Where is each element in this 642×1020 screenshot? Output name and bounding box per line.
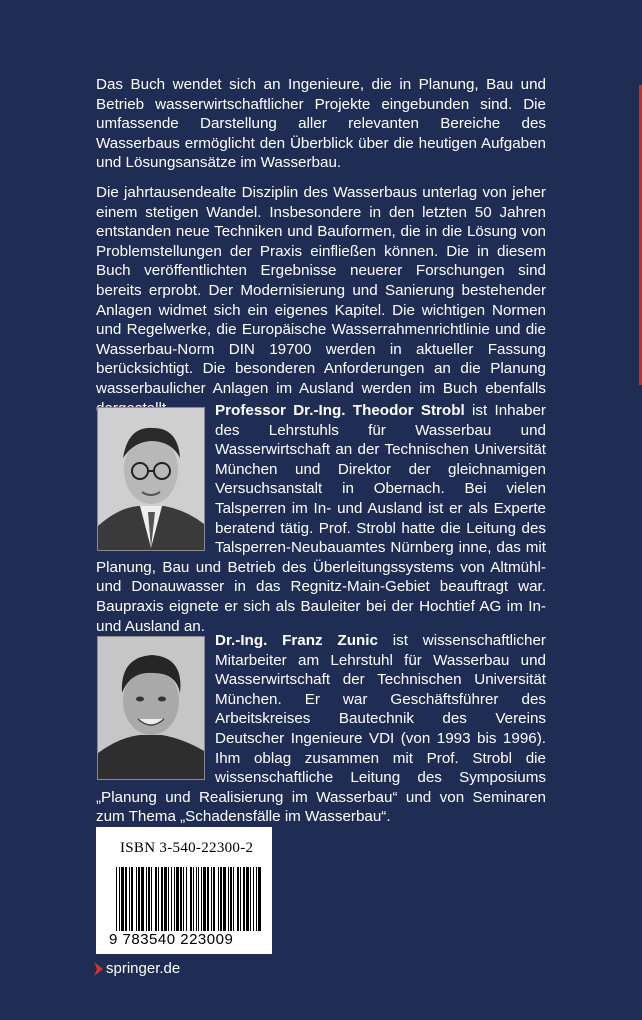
publisher-logo[interactable] bbox=[94, 960, 180, 977]
barcode-bar bbox=[141, 867, 144, 931]
barcode-bar bbox=[190, 867, 192, 931]
author-name-zunic: Dr.-Ing. Franz Zunic bbox=[215, 632, 378, 649]
barcode-bar bbox=[183, 867, 184, 931]
publisher-url: springer.de bbox=[106, 960, 181, 977]
barcode-bar bbox=[161, 867, 163, 931]
barcode-bar bbox=[125, 867, 127, 931]
barcode-bar bbox=[207, 867, 209, 931]
barcode-bar bbox=[129, 867, 130, 931]
barcode-bar bbox=[213, 867, 215, 931]
isbn-number: ISBN 3-540-22300-2 bbox=[120, 840, 254, 856]
barcode-bar bbox=[138, 867, 140, 931]
barcode-bar bbox=[151, 867, 152, 931]
barcode-bar bbox=[233, 867, 234, 931]
description-paragraph-1: Das Buch wendet sich an Ingenieure, die in Planung, Bau und Betrieb wasserwirtschaftlicher Projekte eingebunden sind. Die umfassende Darstellung aller relevanten Bereiche des Wasserbaus ermöglicht den Überblick über die heutigen Aufgaben und Lösungsansätze im Wasserbau. bbox=[96, 76, 546, 172]
barcode-bar bbox=[155, 867, 157, 931]
barcode-bar bbox=[230, 867, 232, 931]
barcode-bar bbox=[164, 867, 167, 931]
barcode-bar bbox=[218, 867, 219, 931]
barcode-bar bbox=[193, 867, 194, 931]
barcode-bar bbox=[148, 867, 150, 931]
ean-number: 9 783540 223009 bbox=[109, 931, 234, 948]
author-bio-zunic bbox=[96, 631, 546, 827]
barcode-bar bbox=[253, 867, 254, 931]
barcode-label bbox=[96, 827, 272, 954]
barcode-bar bbox=[250, 867, 251, 931]
chevron-right-icon bbox=[94, 962, 103, 976]
barcode-bar bbox=[258, 867, 261, 931]
barcode-bar bbox=[174, 867, 175, 931]
barcode-bar bbox=[121, 867, 124, 931]
author-text-strobl: ist Inhaber des Lehrstuhls für Wasserbau und Wasserwirtschaft an der Technischen Universität München und Direktor der gleichnamigen Versuchsanstalt in Obernach. Bei vielen Talsperren im In- und Ausland ist er als Experte beratend tätig. Prof. Strobl hatte die Leitung des Talsperren-Neubauamtes Nürnberg inne, das mit Planung, Bau und Betrieb des Überleitungssystems von Altmühl- und Donauwasser in das Regnitz-Main-Gebiet beauftragt war. Baupraxis eignete er sich als Bauleiter bei der Hochtief AG im In- und Ausland an. bbox=[96, 402, 546, 635]
description-text bbox=[96, 75, 546, 428]
barcode-bar bbox=[168, 867, 169, 931]
barcode-bar bbox=[246, 867, 249, 931]
barcode-bar bbox=[180, 867, 182, 931]
barcode-bar bbox=[136, 867, 137, 931]
barcode-bar bbox=[220, 867, 222, 931]
barcode-bar bbox=[176, 867, 179, 931]
barcode-bar bbox=[243, 867, 245, 931]
barcode-bar bbox=[201, 867, 202, 931]
barcode-bars bbox=[116, 867, 262, 931]
barcode-bar bbox=[196, 867, 197, 931]
description-paragraph-2: Die jahrtausendealte Disziplin des Wasserbaus unterlag von jeher einem stetigen Wandel. Insbesondere in den letzten 50 Jahren entstanden neue Techniken und Bauformen, die in die Lösung von Problemstellungen der Praxis einfließen können. Die in diesem Buch veröffentlichten Ergebnisse neuerer Forschungen sind bereits erprobt. Der Modernisierung und Sanierung bestehender Anlagen widmet sich ein eigenes Kapitel. Die wichtigen Normen und Regelwerke, die Europäische Wasserrahmenrichtlinie und die Wasserbau-Norm DIN 19700 werden in aktueller Fassung berücksichtigt. Die besonderen Anforderungen an die Planung wasserbaulicher Anlagen im Ausland werden im Buch ebenfalls bbox=[96, 183, 546, 397]
barcode-bar bbox=[158, 867, 159, 931]
barcode-bar bbox=[211, 867, 212, 931]
barcode-bar bbox=[223, 867, 226, 931]
barcode-bar bbox=[256, 867, 257, 931]
author-name-strobl: Professor Dr.-Ing. Theodor Strobl bbox=[215, 402, 465, 419]
barcode-bar bbox=[240, 867, 241, 931]
barcode-bar bbox=[237, 867, 239, 931]
barcode-bar bbox=[146, 867, 147, 931]
author-bio-strobl bbox=[96, 401, 546, 636]
barcode-bar bbox=[228, 867, 229, 931]
author-text-zunic: ist wissenschaftlicher Mitarbeiter am Lehrstuhl für Wasserbau und Wasserwirtschaft der Technischen Universität München. Er war Geschäftsführer des Arbeitskreises Bautechnik des Vereins Deutscher Ingenieure VDI (von 1993 bis 1996). Ihm oblag zusammen mit Prof. Strobl die wissenschaftliche Leitung des Symposiums „Planung und Realisierung im Wasserbau“ und von Seminaren zum Thema „Schadensfälle im Wasserbau“. bbox=[96, 632, 546, 826]
barcode-bar bbox=[198, 867, 199, 931]
barcode-bar bbox=[119, 867, 120, 931]
barcode-bar bbox=[186, 867, 187, 931]
barcode-bar bbox=[131, 867, 133, 931]
barcode-bar bbox=[171, 867, 172, 931]
barcode-bar bbox=[116, 867, 117, 931]
barcode-bar bbox=[203, 867, 206, 931]
